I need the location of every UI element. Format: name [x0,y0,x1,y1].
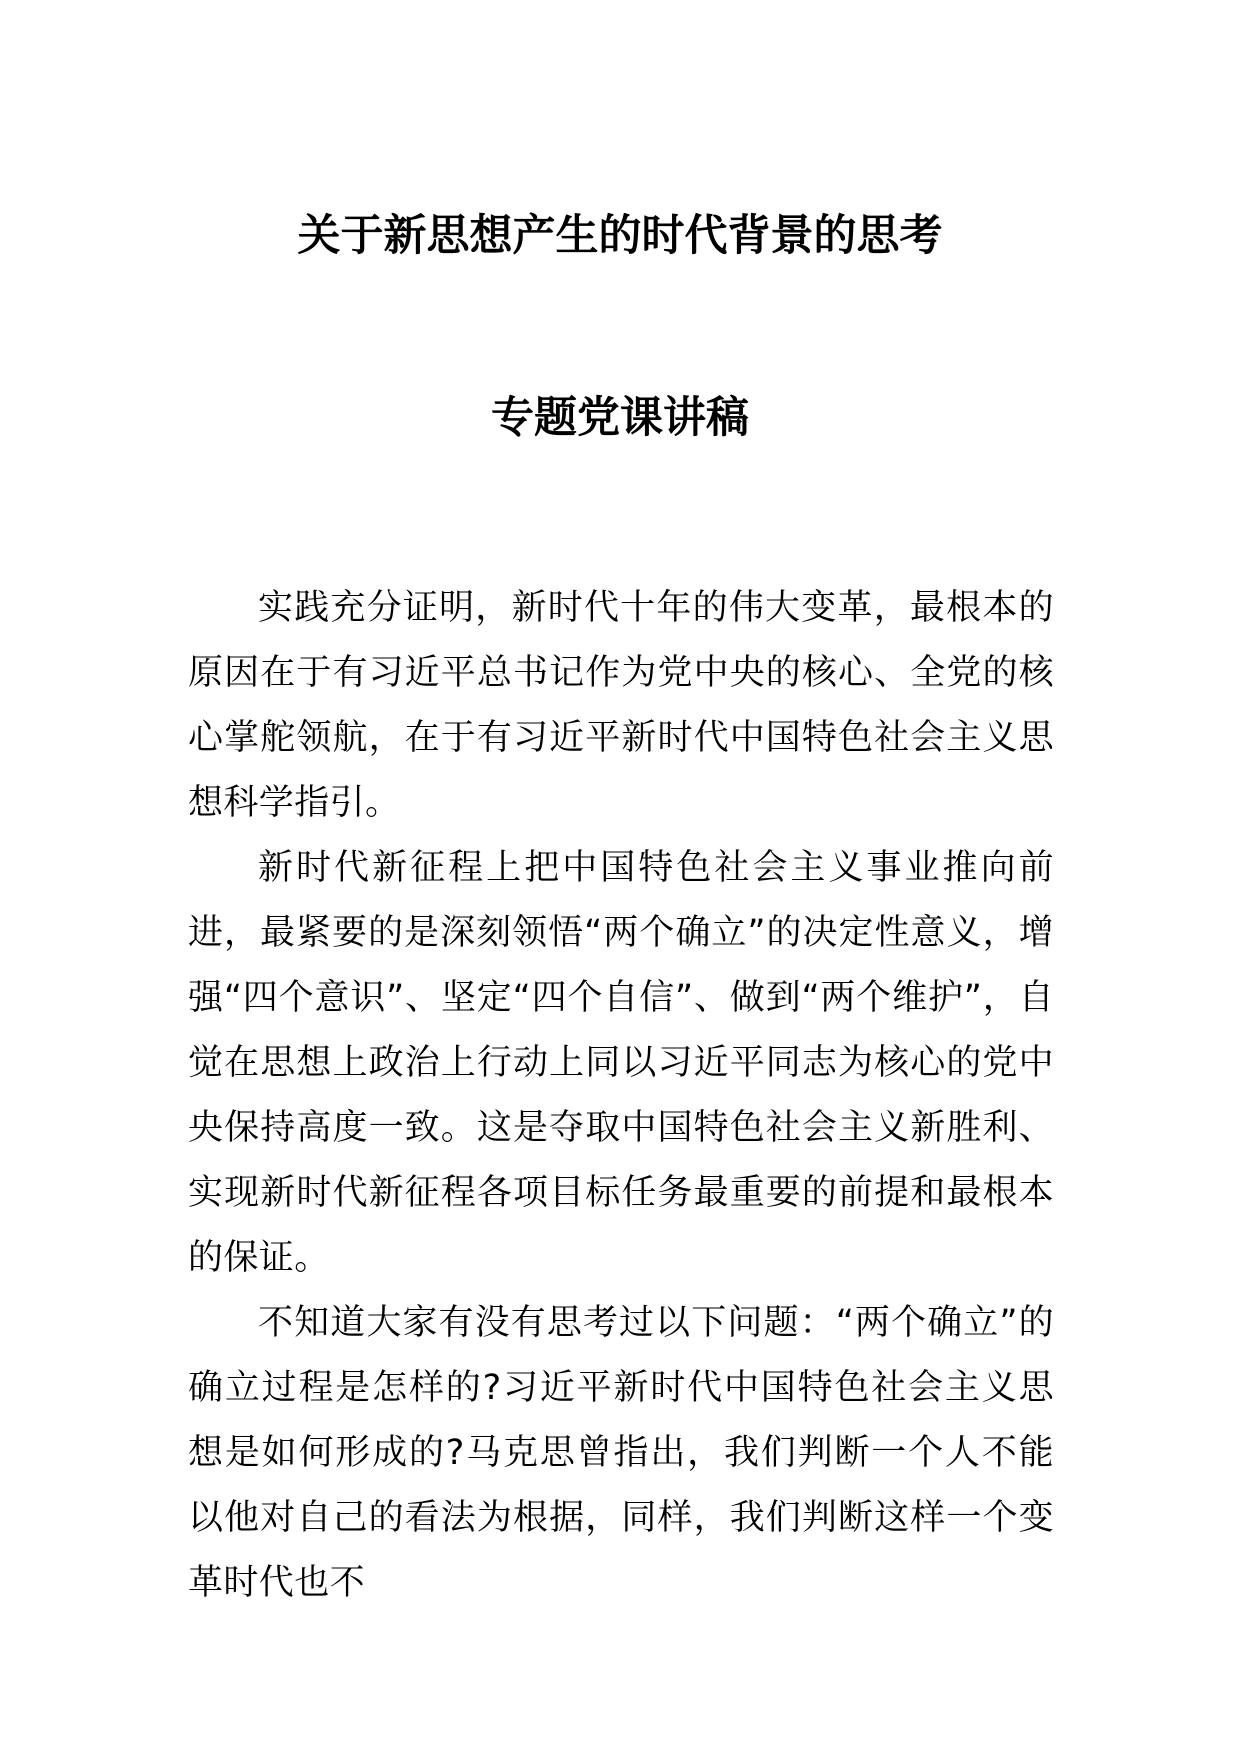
document-title: 关于新思想产生的时代背景的思考 [297,211,943,261]
paragraph: 实践充分证明，新时代十年的伟大变革，最根本的原因在于有习近平总书记作为党中央的核心、全党的核心掌舵领航，在于有习近平新时代中国特色社会主义思想科学指引。 [188,588,1054,823]
document-body [188,576,1054,1616]
document-subtitle: 专题党课讲稿 [491,393,749,443]
paragraph: 新时代新征程上把中国特色社会主义事业推向前进，最紧要的是深刻领悟“两个确立”的决定性意义，增强“四个意识”、坚定“四个自信”、做到“两个维护”，自觉在思想上政治上行动上同以习近平同志为核心的党中央保持高度一致。这是夺取中国特色社会主义新胜利、实现新时代新征程各项目标任务最重要的前提和最根本的保证。 [188,848,1054,1278]
paragraph: 不知道大家有没有思考过以下问题：“两个确立”的确立过程是怎样的?习近平新时代中国特色社会主义思想是如何形成的?马克思曾指出，我们判断一个人不能以他对自己的看法为根据，同样，我们判断这样一个变革时代也不 [188,1303,1054,1603]
